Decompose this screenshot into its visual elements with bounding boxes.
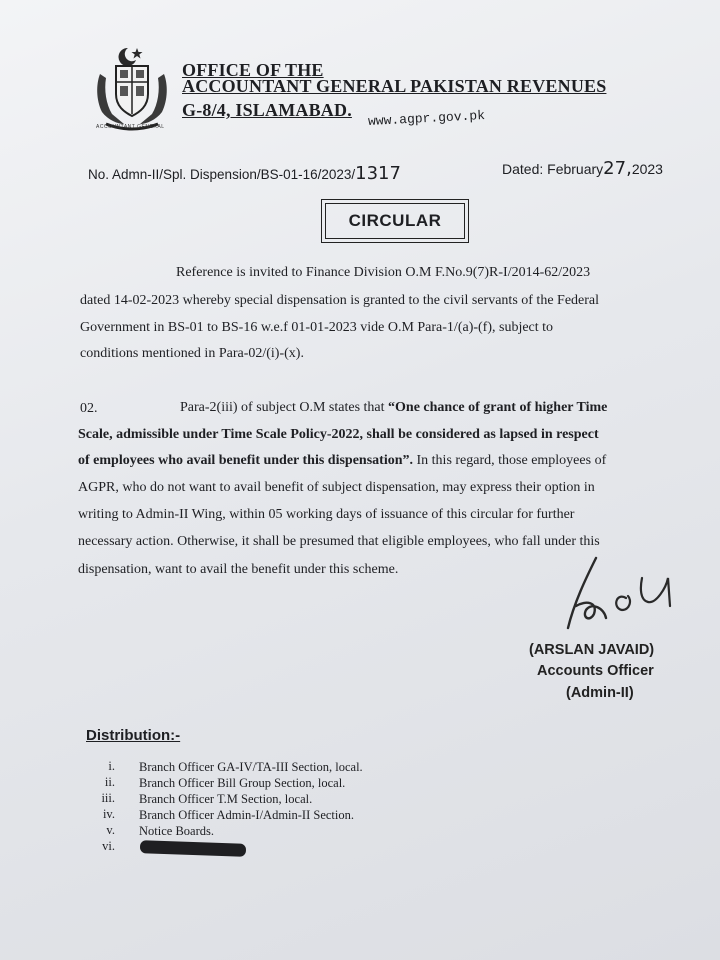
date-day-handwritten: 27,	[603, 158, 632, 179]
distribution-item-2: Branch Officer Bill Group Section, local.	[139, 776, 346, 790]
para1-line2: dated 14-02-2023 whereby special dispensation is granted to the civil servants of the Federal	[80, 293, 600, 308]
distribution-number-3: iii.	[101, 791, 115, 805]
distribution-heading: Distribution:-	[86, 727, 181, 744]
para2-line3-plain: In this regard, those employees of	[413, 453, 607, 468]
distribution-number-6: vi.	[102, 839, 115, 853]
distribution-item-5: Notice Boards.	[139, 824, 214, 838]
para2-line1	[180, 400, 607, 416]
office-address: G-8/4, ISLAMABAD.	[182, 100, 352, 120]
para2-line6: necessary action. Otherwise, it shall be presumed that eligible employees, who fall under this	[78, 534, 600, 549]
handwritten-signature	[556, 548, 696, 640]
date-year: 2023	[631, 161, 663, 177]
distribution-item-4: Branch Officer Admin-I/Admin-II Section.	[139, 808, 354, 822]
para2-number: 02.	[80, 401, 98, 416]
signatory-name: (ARSLAN JAVAID)	[529, 642, 655, 658]
website-link[interactable]: www.agpr.gov.pk	[367, 107, 486, 130]
circular-title-box	[321, 199, 469, 243]
para2-line3-bold: of employees who avail benefit under this dispensation”.	[78, 453, 413, 468]
distribution-number-2: ii.	[104, 775, 115, 789]
distribution-item-1: Branch Officer GA-IV/TA-III Section, local.	[139, 760, 363, 774]
office-title-line1: OFFICE OF THE	[182, 60, 324, 80]
distribution-item-3: Branch Officer T.M Section, local.	[139, 792, 313, 806]
para2-line3	[78, 453, 606, 469]
reference-number-printed: No. Admn-II/Spl. Dispension/BS-01-16/2023/	[88, 167, 356, 182]
distribution-number-5: v.	[106, 823, 115, 837]
para2-line2	[78, 427, 599, 443]
para2-line1-plain: Para-2(iii) of subject O.M states that	[180, 400, 389, 415]
para2-line4: AGPR, who do not want to avail benefit of subject dispensation, may express their option in	[78, 480, 595, 495]
para2-line1-bold: “One chance of grant of higher Time	[388, 400, 608, 415]
office-title-line2: ACCOUNTANT GENERAL PAKISTAN REVENUES	[182, 76, 607, 96]
redaction-mark	[140, 840, 246, 857]
distribution-number-1: i.	[108, 759, 115, 773]
para2-line5: writing to Admin-II Wing, within 05 working days of issuance of this circular for further	[78, 507, 575, 522]
reference-number-handwritten: 1317	[355, 163, 401, 184]
document-date	[502, 158, 663, 179]
distribution-number-4: iv.	[102, 807, 115, 821]
para2-line2-bold: Scale, admissible under Time Scale Policy-2022, shall be considered as lapsed in respect	[78, 427, 599, 442]
government-emblem-logo	[92, 44, 172, 134]
signatory-designation: Accounts Officer	[537, 663, 654, 679]
signatory-wing: (Admin-II)	[566, 685, 634, 701]
para1-line1: Reference is invited to Finance Division O.M F.No.9(7)R-I/2014-62/2023	[176, 265, 591, 280]
para1-line4: conditions mentioned in Para-02/(i)-(x).	[80, 346, 304, 361]
para1-line3: Government in BS-01 to BS-16 w.e.f 01-01-2023 vide O.M Para-1/(a)-(f), subject to	[80, 320, 554, 335]
para2-line7: dispensation, want to avail the benefit under this scheme.	[78, 562, 399, 577]
reference-number	[88, 163, 401, 184]
circular-title: CIRCULAR	[325, 203, 465, 239]
date-prefix: Dated: February	[502, 161, 604, 177]
logo-caption: ACCOUNTANT GENERAL	[96, 124, 165, 130]
